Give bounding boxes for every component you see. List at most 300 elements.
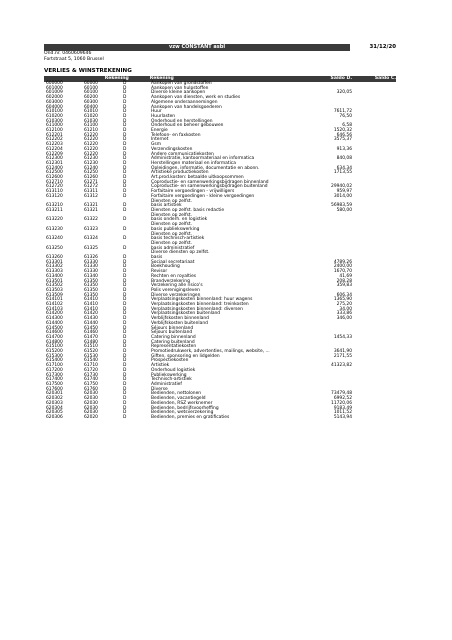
- sub-account-code: 61440: [84, 320, 98, 326]
- account-code: 612720: [46, 184, 63, 190]
- sub-account-code: 60300: [84, 99, 98, 105]
- saldo-debit: 3014,00: [333, 193, 352, 199]
- account-code: 620304: [46, 405, 63, 411]
- account-description: Representatiekosten: [151, 344, 197, 350]
- account-description: Rechten en royalties: [151, 273, 197, 279]
- debit-credit-flag: D: [123, 123, 127, 129]
- account-code: 612209: [46, 151, 63, 157]
- debit-credit-flag: D: [123, 269, 127, 275]
- debit-credit-flag: D: [123, 358, 127, 364]
- column-header-saldo-c: Saldo C.: [374, 76, 396, 81]
- sub-account-code: 61210: [84, 128, 98, 134]
- account-code: 613509: [46, 292, 63, 298]
- sub-account-code: 62030: [84, 405, 98, 411]
- saldo-debit: 1520,32: [333, 128, 352, 134]
- saldo-debit: 359,83: [336, 283, 352, 289]
- debit-credit-flag: D: [123, 142, 127, 148]
- saldo-debit: 3641,90: [333, 349, 352, 355]
- debit-credit-flag: D: [123, 193, 127, 199]
- saldo-debit: 646,56: [336, 132, 352, 138]
- debit-credit-flag: D: [123, 400, 127, 406]
- saldo-debit: 913,36: [336, 146, 352, 152]
- debit-credit-flag: D: [123, 311, 127, 317]
- account-description: Technisch-artistiek: [151, 377, 192, 383]
- account-code: 610300: [46, 118, 63, 124]
- saldo-credit: [352, 416, 396, 421]
- header-banner: [44, 44, 396, 51]
- account-description: Diensten op zelfst.: [151, 198, 193, 204]
- debit-credit-flag: D: [123, 207, 127, 213]
- account-code: 610100: [46, 109, 63, 115]
- account-description: Promotiedrukwerk, advertenties, mailings, website, ...: [151, 349, 270, 355]
- sub-account-code: 62030: [84, 400, 98, 406]
- account-description: basis administratief: [151, 245, 195, 251]
- account-description: basis onderh. en logistiek: [151, 217, 208, 223]
- account-description: Diverse: [151, 386, 168, 392]
- account-code: 614300: [46, 316, 63, 322]
- sub-account-code: 61350: [84, 278, 98, 284]
- account-description: Diensten op zelfst.: [151, 231, 193, 237]
- account-code: 614700: [46, 334, 63, 340]
- saldo-debit: 5143,94: [333, 414, 352, 420]
- debit-credit-flag: D: [123, 175, 127, 181]
- column-header-saldo-d: Saldo D.: [330, 76, 353, 81]
- sub-account-code: 61010: [84, 109, 98, 115]
- sub-account-code: 61220: [84, 151, 98, 157]
- debit-credit-flag: D: [123, 320, 127, 326]
- account-code: 620306: [46, 414, 63, 420]
- saldo-debit: 1011,52: [333, 410, 352, 416]
- account-description: Sociaal secretariaat: [151, 259, 195, 265]
- sub-account-code: 61410: [84, 302, 98, 308]
- account-description: Bedienden, bedrijfsvoorheffing: [151, 405, 219, 411]
- debit-credit-flag: D: [123, 156, 127, 162]
- debit-credit-flag: D: [123, 297, 127, 303]
- account-code: 614200: [46, 311, 63, 317]
- debit-credit-flag: D: [123, 302, 127, 308]
- ledger-page: [44, 44, 396, 421]
- account-code: 612301: [46, 160, 63, 166]
- sub-account-code: 60200: [84, 95, 98, 101]
- debit-credit-flag: D: [123, 255, 127, 261]
- sub-account-code: 61220: [84, 137, 98, 143]
- account-code: 600000: [46, 81, 63, 86]
- saldo-debit: 634,34: [336, 165, 352, 171]
- account-code: 614101: [46, 297, 63, 303]
- sub-account-code: 61220: [84, 146, 98, 152]
- account-description: Herstellingen materiaal en informatica: [151, 160, 236, 166]
- account-description: Verplaatsingskosten binnenland: diversen: [151, 306, 243, 312]
- debit-credit-flag: D: [123, 316, 127, 322]
- debit-credit-flag: D: [123, 334, 127, 340]
- debit-credit-flag: D: [123, 353, 127, 359]
- saldo-debit: 346,00: [336, 316, 352, 322]
- account-code: 620301: [46, 391, 63, 397]
- account-code: 620302: [46, 396, 63, 402]
- debit-credit-flag: D: [123, 278, 127, 284]
- saldo-debit: 56983,59: [331, 203, 352, 209]
- account-code: 612202: [46, 137, 63, 143]
- account-code: 603000: [46, 99, 63, 105]
- account-code: 612204: [46, 146, 63, 152]
- sub-account-code: 61430: [84, 316, 98, 322]
- sub-account-code: 61220: [84, 142, 98, 148]
- saldo-debit: 1365,90: [333, 297, 352, 303]
- saldo-debit: 320,05: [336, 90, 352, 96]
- account-description: Verblijfskosten buitenland: [151, 320, 208, 326]
- account-code: 613211: [46, 207, 63, 213]
- account-description: Onderhoud en beheer gebouwen: [151, 123, 224, 129]
- account-description: Bedienden, premies en gratificaties: [151, 414, 230, 420]
- saldo-debit: 1670,70: [333, 269, 352, 275]
- account-description: Séjours buitenland: [151, 330, 193, 336]
- account-code: 612300: [46, 156, 63, 162]
- account-code: 604000: [46, 104, 63, 110]
- debit-credit-flag: D: [123, 372, 127, 378]
- debit-credit-flag: D: [123, 109, 127, 115]
- account-description: Energie: [151, 128, 168, 134]
- account-code: 613220: [46, 217, 63, 223]
- debit-credit-flag: D: [123, 85, 127, 91]
- account-description: Art.prod.kosten: betaalde uitkoopsommen: [151, 175, 244, 181]
- enterprise-number: Ond.nr. 0460609646: [44, 51, 92, 56]
- account-description: Boekhouding: [151, 264, 180, 270]
- account-code: 610200: [46, 113, 63, 119]
- debit-credit-flag: D: [123, 137, 127, 143]
- column-header-rekening: Rekening: [104, 76, 129, 81]
- sub-account-code: 61520: [84, 349, 98, 355]
- account-description: Publiekswerking: [151, 372, 187, 378]
- account-description: basis technisch-artistiek: [151, 236, 205, 242]
- saldo-debit: 2400,00: [333, 264, 352, 270]
- saldo-debit: 275,20: [336, 302, 352, 308]
- account-description: Verplaatsingskosten buitenland: [151, 311, 221, 317]
- account-description: Telefoon- en faxkosten: [151, 132, 201, 138]
- sub-account-code: 61710: [84, 363, 98, 369]
- account-code: 614600: [46, 330, 63, 336]
- sub-account-code: 61530: [84, 353, 98, 359]
- account-code: 602000: [46, 95, 63, 101]
- debit-credit-flag: D: [123, 259, 127, 265]
- sub-account-code: 60100: [84, 90, 98, 96]
- account-description: Diensten op zelfst.: [151, 222, 193, 228]
- account-description: Revisor: [151, 269, 168, 275]
- company-name: vzw CONSTANT asbl: [44, 44, 350, 51]
- debit-credit-flag: D: [123, 170, 127, 176]
- account-code: 614103: [46, 306, 63, 312]
- account-description: Forfaitaire vergoedingen - kleine vergoedingen: [151, 193, 255, 199]
- section-title: VERLIES & WINSTREKENING: [44, 68, 132, 74]
- sub-account-code: 61325: [84, 245, 98, 251]
- account-description: Artistieke productiekosten: [151, 170, 209, 176]
- account-description: Bedienden, wetsverzekering: [151, 410, 214, 416]
- debit-credit-flag: D: [123, 226, 127, 232]
- debit-credit-flag: D: [123, 344, 127, 350]
- account-code: 613230: [46, 226, 63, 232]
- sub-account-code: 61740: [84, 377, 98, 383]
- account-code: 613240: [46, 236, 63, 242]
- account-code: 614102: [46, 302, 63, 308]
- debit-credit-flag: D: [123, 292, 127, 298]
- debit-credit-flag: D: [123, 184, 127, 190]
- column-header-rekening-2: Rekening: [149, 76, 174, 81]
- account-description: Verzekering alle risico's: [151, 283, 203, 289]
- account-code: 614500: [46, 325, 63, 331]
- sub-account-code: 61760: [84, 386, 98, 392]
- saldo-debit: 9183,49: [333, 405, 352, 411]
- debit-credit-flag: D: [123, 217, 127, 223]
- debit-credit-flag: D: [123, 113, 127, 119]
- sub-account-code: 61330: [84, 269, 98, 275]
- saldo-debit: 11720,06: [331, 400, 352, 406]
- account-description: basis publiekswerking: [151, 226, 200, 232]
- account-code: 612100: [46, 128, 63, 134]
- account-description: Bedienden, vacantiegeld: [151, 396, 206, 402]
- account-description: Giften, sponsoring en lidgelden: [151, 353, 220, 359]
- account-code: 620303: [46, 400, 63, 406]
- ledger-table-body: [44, 82, 396, 421]
- account-code: 612500: [46, 170, 63, 176]
- sub-account-code: 61470: [84, 334, 98, 340]
- account-description: Administratie, kantoormateriaal en informatica: [151, 156, 255, 162]
- debit-credit-flag: D: [123, 405, 127, 411]
- account-description: basis: [151, 255, 163, 261]
- debit-credit-flag: D: [123, 367, 127, 373]
- account-code: 617300: [46, 372, 63, 378]
- debit-credit-flag: D: [123, 386, 127, 392]
- saldo-debit: 7611,72: [333, 109, 352, 115]
- debit-credit-flag: D: [123, 325, 127, 331]
- saldo-debit: 3575,37: [333, 137, 352, 143]
- debit-credit-flag: D: [123, 203, 127, 209]
- sub-account-code: 61323: [84, 226, 98, 232]
- account-code: 601009: [46, 90, 63, 96]
- account-code: 617100: [46, 363, 63, 369]
- sub-account-code: 61420: [84, 311, 98, 317]
- saldo-debit: 34,00: [339, 306, 352, 312]
- sub-account-code: 61450: [84, 325, 98, 331]
- debit-credit-flag: D: [123, 90, 127, 96]
- debit-credit-flag: D: [123, 104, 127, 110]
- account-description: Diverse verzekeringen: [151, 292, 201, 298]
- saldo-debit: 840,08: [336, 156, 352, 162]
- account-description: Forfaitaire vergoedingen - vrijwilligers: [151, 189, 235, 195]
- account-description: Bedienden, nettolonen: [151, 391, 202, 397]
- sub-account-code: 61030: [84, 118, 98, 124]
- sub-account-code: 60400: [84, 104, 98, 110]
- account-code: 615100: [46, 344, 63, 350]
- saldo-debit: 2171,55: [333, 353, 352, 359]
- table-row: [44, 416, 396, 421]
- sub-account-code: 61540: [84, 358, 98, 364]
- debit-credit-flag: D: [123, 245, 127, 251]
- account-description: Catering binnenland: [151, 334, 196, 340]
- account-code: 615400: [46, 358, 63, 364]
- sub-account-code: 61410: [84, 297, 98, 303]
- account-description: Diensten op zelfst.: [151, 212, 193, 218]
- sub-account-code: 62030: [84, 391, 98, 397]
- sub-account-code: 61350: [84, 292, 98, 298]
- debit-credit-flag: D: [123, 179, 127, 185]
- account-description: Diensten op zelfst.: [151, 240, 193, 246]
- sub-account-code: 60100: [84, 85, 98, 91]
- account-description: Huur: [151, 109, 162, 115]
- account-description: Prospectiekosten: [151, 358, 189, 364]
- debit-credit-flag: D: [123, 99, 127, 105]
- saldo-debit: 73479,48: [331, 391, 352, 397]
- account-code: 617500: [46, 382, 63, 387]
- account-description: Catering buitenland: [151, 339, 195, 345]
- debit-credit-flag: D: [123, 363, 127, 369]
- account-code: 612203: [46, 142, 63, 148]
- account-code: 613303: [46, 269, 63, 275]
- account-description: Diverse diensten op zelfst.: [151, 250, 210, 256]
- account-description: Verblijfskosten binnenland: [151, 316, 209, 322]
- sub-account-code: 61312: [84, 193, 98, 199]
- account-description: Coproductie- en samenwerkingsbijdragen buitenland: [151, 184, 268, 190]
- account-description: Bedienden, RSZ werknemer: [151, 400, 213, 406]
- saldo-debit: 76,50: [339, 113, 352, 119]
- sub-account-code: 61330: [84, 264, 98, 270]
- debit-credit-flag: D: [123, 283, 127, 289]
- account-code: 617600: [46, 386, 63, 392]
- account-code: 613501: [46, 278, 63, 284]
- account-code: 620305: [46, 410, 63, 416]
- debit-credit-flag: D: [123, 160, 127, 166]
- account-description: Artistiek: [151, 363, 170, 369]
- account-code: 611000: [46, 123, 63, 129]
- account-description: Aankopen van hulpstoffen: [151, 85, 209, 91]
- saldo-debit: 208,28: [336, 278, 352, 284]
- account-code: 612710: [46, 179, 63, 185]
- debit-credit-flag: D: [123, 377, 127, 383]
- sub-account-code: 61020: [84, 113, 98, 119]
- account-description: Diensten op zelfst. basis redactie: [151, 207, 225, 213]
- account-description: Séjours binnenland: [151, 325, 194, 331]
- account-description: Aankopen van diensten, werk en studies: [151, 95, 241, 101]
- sub-account-code: 61330: [84, 259, 98, 265]
- account-code: 612201: [46, 132, 63, 138]
- sub-account-code: 61510: [84, 344, 98, 350]
- debit-credit-flag: D: [123, 132, 127, 138]
- debit-credit-flag: D: [123, 264, 127, 270]
- sub-account-code: 61350: [84, 287, 98, 293]
- account-code: 613210: [46, 203, 63, 209]
- debit-credit-flag: D: [123, 349, 127, 355]
- debit-credit-flag: D: [123, 330, 127, 336]
- saldo-debit: 41323,82: [331, 363, 352, 369]
- debit-credit-flag: D: [123, 410, 127, 416]
- account-code: 613250: [46, 245, 63, 251]
- account-code: 617200: [46, 367, 63, 373]
- account-description: Opleidingen, informatie, documentatie en abonn.: [151, 165, 260, 171]
- sub-account-code: 61326: [84, 255, 98, 261]
- sub-account-code: 61272: [84, 184, 98, 190]
- debit-credit-flag: D: [123, 382, 127, 387]
- sub-account-code: 60000: [84, 81, 98, 86]
- saldo-debit: 606,34: [336, 292, 352, 298]
- sub-account-code: 62030: [84, 396, 98, 402]
- saldo-debit: 6,58: [342, 123, 352, 129]
- sub-account-code: 61480: [84, 339, 98, 345]
- sub-account-code: 61460: [84, 330, 98, 336]
- account-description: Andere communicatiekosten: [151, 151, 214, 157]
- account-description: Coproductie- en samenwerkingsbijdragen binnenland: [151, 179, 269, 185]
- debit-credit-flag: D: [123, 146, 127, 152]
- account-description: Verplaatsingskosten binnenland: treinkosten: [151, 302, 249, 308]
- debit-credit-flag: D: [123, 396, 127, 402]
- debit-credit-flag: D: [123, 273, 127, 279]
- account-description: Huurlasten: [151, 113, 176, 119]
- account-code: 615300: [46, 353, 63, 359]
- account-code: 613301: [46, 259, 63, 265]
- sub-account-code: 61730: [84, 372, 98, 378]
- account-code: 613120: [46, 193, 63, 199]
- account-code: 615200: [46, 349, 63, 355]
- sub-account-code: 61220: [84, 132, 98, 138]
- debit-credit-flag: D: [123, 306, 127, 312]
- sub-account-code: 61340: [84, 273, 98, 279]
- saldo-debit: 41,69: [339, 273, 352, 279]
- account-description: Onderhoud logistiek: [151, 367, 196, 373]
- account-description: Brandverzekering: [151, 278, 190, 284]
- account-code: 612400: [46, 165, 63, 171]
- saldo-debit: 580,00: [336, 207, 352, 213]
- sub-account-code: 61240: [84, 165, 98, 171]
- saldo-debit: 1713,55: [333, 170, 352, 176]
- sub-account-code: 61720: [84, 367, 98, 373]
- company-address: Fortstraat 5, 1060 Brussel: [44, 57, 104, 62]
- sub-account-code: 61350: [84, 283, 98, 289]
- debit-credit-flag: D: [123, 391, 127, 397]
- account-code: 614800: [46, 339, 63, 345]
- account-code: 617400: [46, 377, 63, 383]
- saldo-debit: 29940,02: [331, 184, 352, 190]
- sub-account-code: 61250: [84, 170, 98, 176]
- debit-credit-flag: D: [123, 151, 127, 157]
- saldo-debit: 1454,33: [333, 334, 352, 340]
- sub-account-code: 62030: [84, 410, 98, 416]
- account-description: Algemene onderaannemingen: [151, 99, 218, 105]
- debit-credit-flag: D: [123, 339, 127, 345]
- sub-account-code: 61324: [84, 236, 98, 242]
- sub-account-code: 61322: [84, 217, 98, 223]
- account-code: 612600: [46, 175, 63, 181]
- debit-credit-flag: D: [123, 165, 127, 171]
- account-description: Aankopen van handelsgoederen: [151, 104, 222, 110]
- account-code: 613400: [46, 273, 63, 279]
- sub-account-code: 61230: [84, 156, 98, 162]
- debit-credit-flag: D: [123, 95, 127, 101]
- debit-credit-flag: D: [123, 81, 127, 86]
- debit-credit-flag: D: [123, 189, 127, 195]
- account-description: Aankopen van grondstoffen: [151, 81, 212, 86]
- sub-account-code: 61271: [84, 179, 98, 185]
- sub-account-code: 61230: [84, 160, 98, 166]
- saldo-debit: 333,86: [336, 311, 352, 317]
- account-code: 601000: [46, 85, 63, 91]
- account-description: Onderhoud en herstellingen: [151, 118, 213, 124]
- account-code: 613110: [46, 189, 63, 195]
- sub-account-code: 61311: [84, 189, 98, 195]
- account-description: basis artistiek: [151, 203, 182, 209]
- sub-account-code: 61100: [84, 123, 98, 129]
- sub-account-code: 62020: [84, 414, 98, 420]
- account-code: 613502: [46, 283, 63, 289]
- account-description: Verzendingskosten: [151, 146, 193, 152]
- sub-account-code: 61410: [84, 306, 98, 312]
- account-description: Diverse kleine aankopen: [151, 90, 206, 96]
